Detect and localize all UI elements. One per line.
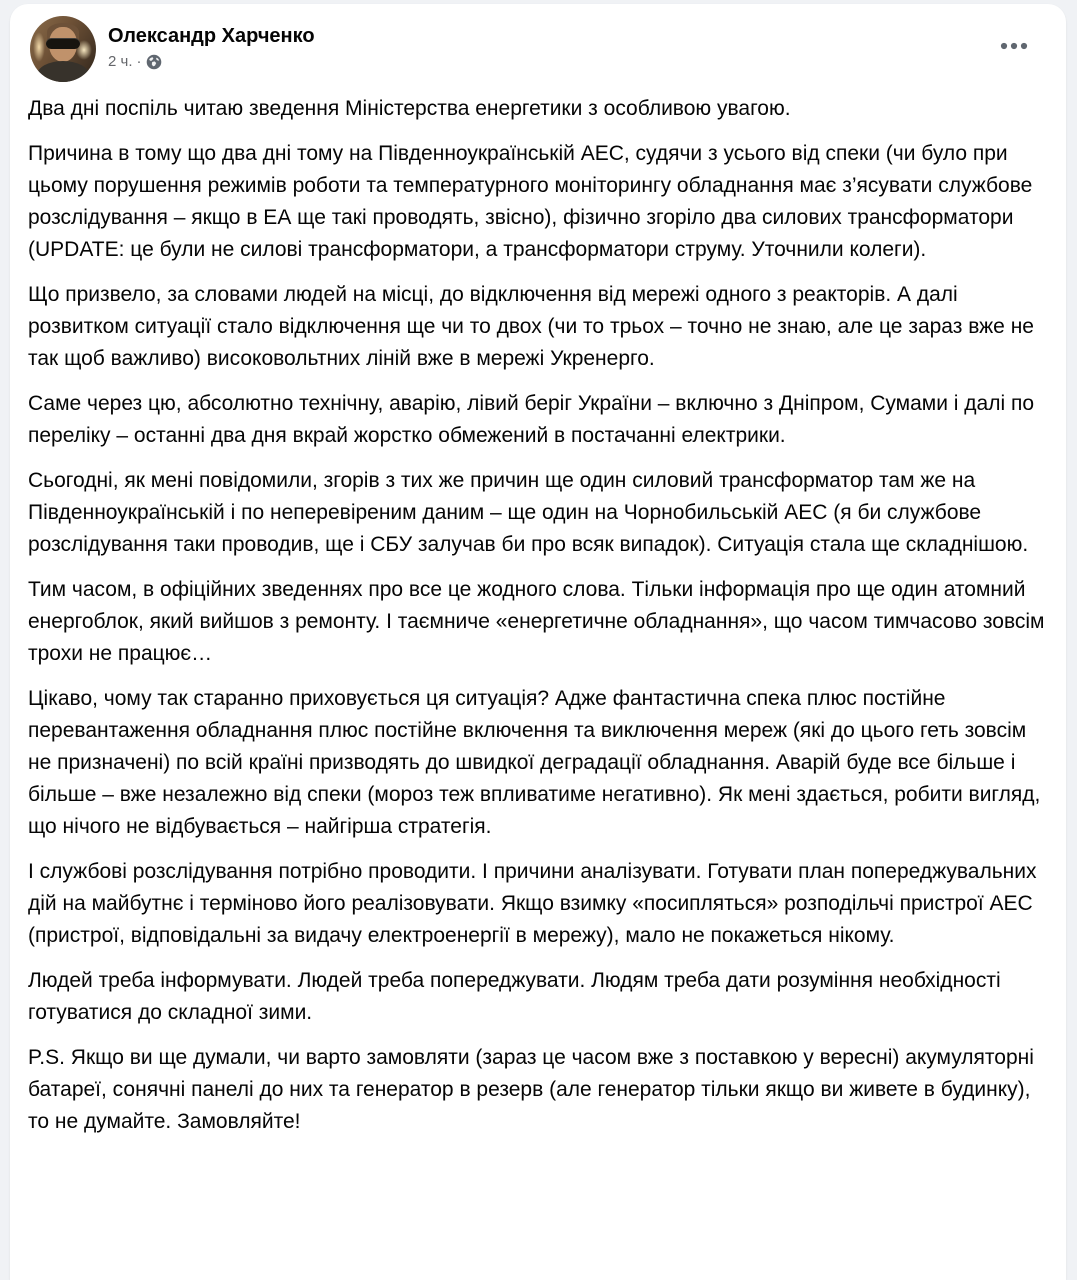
avatar-photo-torso	[37, 61, 89, 82]
post-paragraph: Саме через цю, абсолютно технічну, аварію, лівий беріг України – включно з Дніпром, Сумами і далі по переліку – останні два дня вкрай жорстко обмежений в постачанні електрики.	[28, 392, 1035, 447]
post-paragraph: Причина в тому що два дні тому на Південноукраїнській АЕС, судячи з усього від спеки (чи було при цьому порушення режимів роботи та температурного моніторингу обладнання має з’ясувати службове розслідування – якщо в ЕА ще такі проводять, звісно), фізично згоріло два силових трансформатори (UPDATE: це були не силові трансформатори, а трансформатори струму. Уточнили колеги).	[28, 142, 1033, 261]
post-paragraph: P.S. Якщо ви ще думали, чи варто замовляти (зараз це часом вже з поставкою у вересні) акумуляторні батареї, сонячні панелі до них та генератор в резерв (але генератор тільки якщо ви живете в будинку), то не думайте. Замовляйте!	[28, 1046, 1034, 1133]
post-header	[10, 4, 1066, 82]
ellipsis-icon	[1000, 42, 1028, 50]
post-paragraph: Людей треба інформувати. Людей треба попереджувати. Людям треба дати розуміння необхідності готуватися до складної зими.	[28, 969, 1001, 1024]
author-name[interactable]: Олександр Харченко	[108, 25, 315, 47]
post-meta-row	[108, 53, 315, 71]
post-paragraph: Тим часом, в офіційних зведеннях про все це жодного слова. Тільки інформація про ще один атомний енергоблок, який вийшов з ремонту. І таємниче «енергетичне обладнання», що часом тимчасово зовсім трохи не працює…	[28, 578, 1045, 665]
post-header-text	[108, 16, 315, 71]
post-body	[10, 82, 1066, 1138]
post-paragraph: Цікаво, чому так старанно приховується ця ситуація? Адже фантастична спека плюс постійне перевантаження обладнання плюс постійне включення та виключення мереж (які до цього геть зовсім не призначені) по всій країні призводять до швидкої деградації обладнання. Аварій буде все більше і більше – вже незалежно від спеки (мороз теж впливатиме негативно). Як мені здається, робити вигляд, що нічого не відбувається – найгірша стратегія.	[28, 687, 1041, 838]
facebook-post-card	[10, 4, 1066, 1280]
post-paragraph: Що призвело, за словами людей на місці, до відключення від мережі одного з реакторів. А далі розвитком ситуації стало відключення ще чи то двох (чи то трьох – точно не знаю, але це зараз вже не так щоб важливо) високовольтних ліній вже в мережі Укренерго.	[28, 283, 1034, 370]
avatar-photo-goggles	[46, 38, 80, 49]
post-paragraph: Два дні поспіль читаю зведення Міністерства енергетики з особливою увагою.	[28, 97, 791, 120]
globe-icon	[146, 54, 162, 70]
timestamp[interactable]: 2 ч.	[108, 53, 133, 70]
meta-separator: ·	[136, 53, 142, 70]
post-paragraph: І службові розслідування потрібно проводити. І причини аналізувати. Готувати план попереджувальних дій на майбутнє і терміново його реалізовувати. Якщо взимку «посипляться» розподільчі пристрої АЕС (пристрої, відповідальні за видачу електроенергії в мережу), мало не покажеться нікому.	[28, 860, 1037, 947]
post-paragraph: Сьогодні, як мені повідомили, згорів з тих же причин ще один силовий трансформатор там же на Південноукраїнській і по неперевіреним даним – ще один на Чорнобильській АЕС (я би службове розслідування таки проводив, ще і СБУ залучав би про всяк випадок). Ситуація стала ще складнішою.	[28, 469, 1029, 556]
avatar[interactable]	[30, 16, 96, 82]
avatar-photo-highlight	[33, 32, 45, 62]
post-options-button[interactable]	[994, 30, 1034, 62]
